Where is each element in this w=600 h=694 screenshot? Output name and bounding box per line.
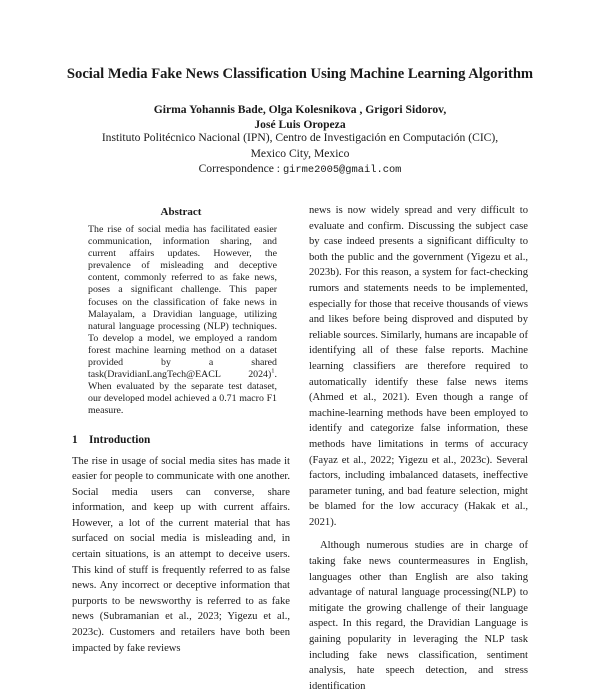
section-title: Introduction	[89, 433, 151, 446]
affiliation-line-2: Mexico City, Mexico	[250, 146, 350, 160]
authors-line-2: José Luis Oropeza	[254, 118, 346, 131]
author-list	[0, 102, 600, 132]
affiliation-line-1: Instituto Politécnico Nacional (IPN), Centro de Investigación en Computación (CIC),	[101, 131, 499, 144]
correspondence-email[interactable]: girme2005@gmail.com	[282, 164, 402, 176]
correspondence-label: Correspondence :	[198, 162, 283, 175]
section-number: 1	[72, 433, 78, 446]
paper-title: Social Media Fake News Classification Using Machine Learning Algorithm	[66, 66, 534, 82]
footnote-mark[interactable]: 1	[271, 367, 275, 375]
authors-line-1: Girma Yohannis Bade, Olga Kolesnikova , Grigori Sidorov,	[153, 103, 447, 116]
right-column	[309, 203, 528, 694]
right-paragraph-2: Although numerous studies are in charge of taking fake news countermeasures in English, languages other than English are also taking advantage of natural language processing(NLP) to mitigate the growing challenge of their language aspect. In this regard, the Dravidian Language is gaining popularity in leveraging the NLP task including fake news classification, sentiment analysis, hate speech detection, and stress identification	[309, 540, 528, 692]
left-column	[72, 206, 290, 656]
abstract-body-end: . When evaluated by the separate test dataset, our developed model achieved a 0.71 macro F1 measure.	[88, 369, 277, 417]
right-paragraph-1: news is now widely spread and very difficult to evaluate and confirm. Discussing the subject case by case indeed presents a significant difficulty to both the public and the government (Yigezu et al., 2023b). For this reason, a system for fact-checking rumors and statements needs to be implemented, especially for those that receive thousands of views and likes before being disproved and disputed by reliable sources. Similarly, humans are incapable of identifying all of these false reports. Machine learning classifiers are therefore required to automatically identify these false news items (Ahmed et al., 2021). Even though a range of machine-learning methods have been employed to identify and categorize false information, these methods have limitations in terms of accuracy (Fayaz et al., 2022; Yigezu et al., 2023c). Several factors, including imbalanced datasets, ineffective parameter tuning, and bad feature selection, might be blamed for the low accuracy (Hakak et al., 2021).	[309, 205, 528, 528]
section-heading-introduction	[72, 434, 290, 446]
intro-paragraph-1: The rise in usage of social media sites has made it easier for people to communicate with one another. Social media users can converse, share information, and keep up with current affairs. However, a lot of the current material that has surfaced on social media is misleading and, in certain situations, is an attempt to deceive users. This kind of stuff is frequently referred to as false news. Any incorrect or deceptive information that purports to be newsworthy is referred to as fake news (Subramanian et al., 2023; Yigezu et al., 2023c). Customers and retailers have both been impacted by fake reviews	[72, 455, 290, 654]
abstract-text	[88, 224, 277, 418]
affiliation-block	[0, 130, 600, 179]
abstract-heading: Abstract	[160, 206, 202, 218]
abstract-body: The rise of social media has facilitated easier communication, information sharing, and current affairs updates. However, the prevalence of misleading and deceptive content, commonly referred to as fake news, poses a significant challenge. This paper focuses on the classification of fake news in Malayalam, a Dravidian language, utilizing natural language processing (NLP) techniques. To develop a model, we employed a random forest machine learning method on a dataset provided by a shared task(DravidianLangTech@EACL 2024)	[88, 224, 277, 381]
correspondence	[0, 161, 600, 179]
